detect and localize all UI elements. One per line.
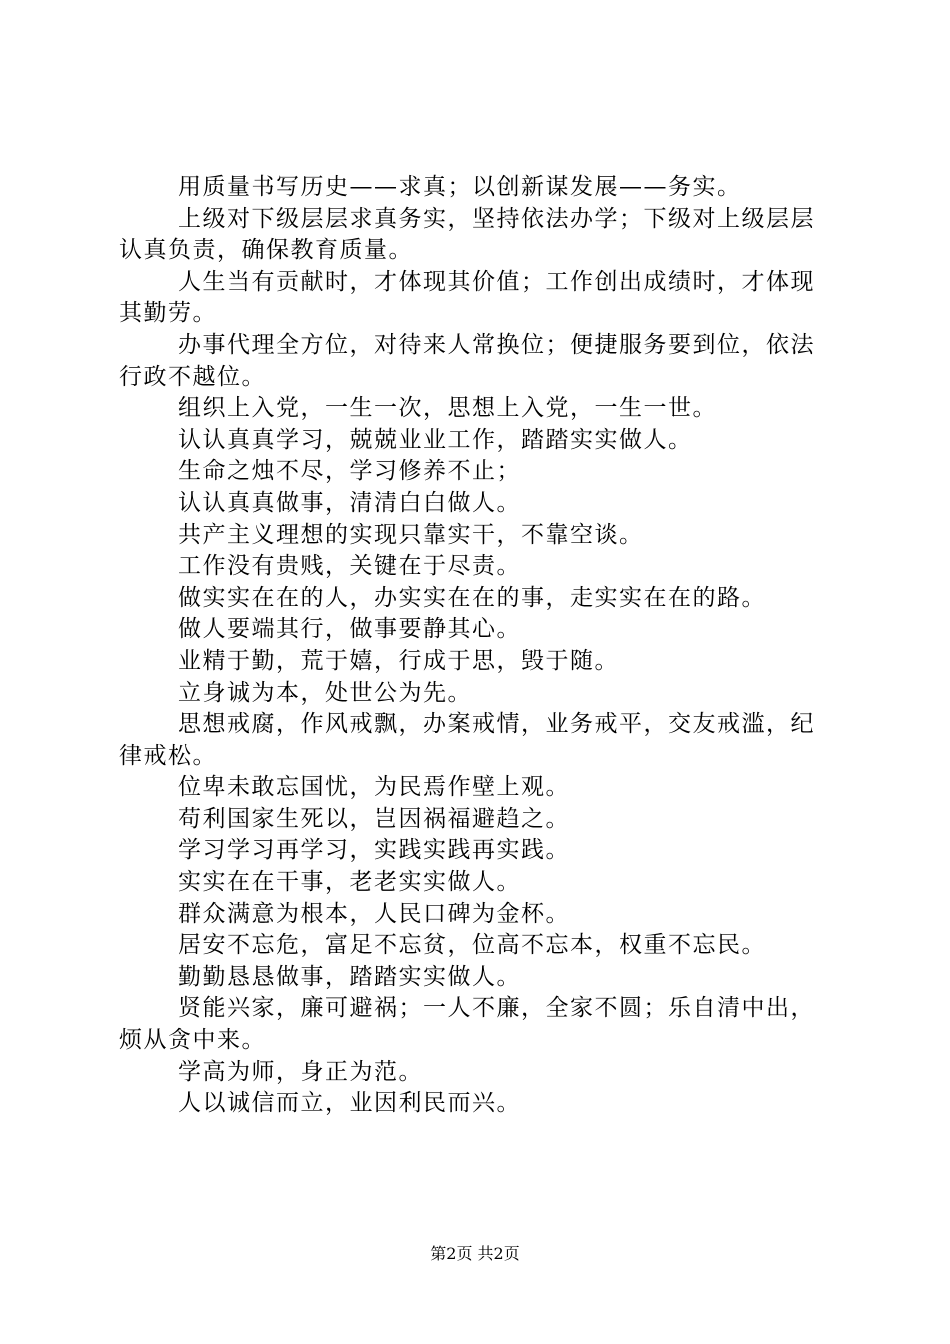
- paragraph: 实实在在干事，老老实实做人。: [178, 869, 521, 896]
- paragraph: 生命之烛不尽，学习修养不止；: [178, 458, 521, 485]
- paragraph: 工作没有贵贱，关键在于尽责。: [178, 553, 521, 580]
- paragraph: 上级对下级层层求真务实，坚持依法办学；下级对上级层层认真负责，确保教育质量。: [119, 205, 815, 264]
- paragraph: 认认真真学习，兢兢业业工作，踏踏实实做人。: [178, 426, 693, 453]
- paragraph: 贤能兴家，廉可避祸；一人不廉，全家不圆；乐自清中出，烦从贪中来。: [119, 995, 815, 1054]
- paragraph: 苟利国家生死以，岂因祸福避趋之。: [178, 805, 570, 832]
- paragraph: 业精于勤，荒于嬉，行成于思，毁于随。: [178, 647, 619, 674]
- document-body: [119, 172, 839, 1120]
- paragraph: 认认真真做事，清清白白做人。: [178, 489, 521, 516]
- paragraph: 做实实在在的人，办实实在在的事，走实实在在的路。: [178, 584, 766, 611]
- paragraph: 组织上入党，一生一次，思想上入党，一生一世。: [178, 395, 717, 422]
- paragraph: 群众满意为根本，人民口碑为金杯。: [178, 900, 570, 927]
- paragraph: 人以诚信而立，业因利民而兴。: [178, 1090, 521, 1117]
- paragraph: 勤勤恳恳做事，踏踏实实做人。: [178, 963, 521, 990]
- page-number-footer: 第2页 共2页: [430, 1244, 520, 1263]
- paragraph: 思想戒腐，作风戒飘，办案戒情，业务戒平，交友戒滥，纪律戒松。: [119, 711, 815, 769]
- paragraph: 居安不忘危，富足不忘贫，位高不忘本，权重不忘民。: [178, 932, 766, 959]
- paragraph: 共产主义理想的实现只靠实干，不靠空谈。: [178, 521, 644, 548]
- paragraph: 立身诚为本，处世公为先。: [178, 679, 472, 706]
- paragraph: 办事代理全方位，对待来人常换位；便捷服务要到位，依法行政不越位。: [119, 331, 815, 390]
- paragraph: 位卑未敢忘国忧，为民焉作壁上观。: [178, 774, 570, 801]
- paragraph: 用质量书写历史——求真；以创新谋发展——务实。: [178, 174, 742, 200]
- paragraph: 学高为师，身正为范。: [178, 1058, 423, 1085]
- paragraph: 学习学习再学习，实践实践再实践。: [178, 837, 570, 864]
- paragraph: 人生当有贡献时，才体现其价值；工作创出成绩时，才体现其勤劳。: [119, 268, 815, 327]
- paragraph: 做人要端其行，做事要静其心。: [178, 616, 521, 643]
